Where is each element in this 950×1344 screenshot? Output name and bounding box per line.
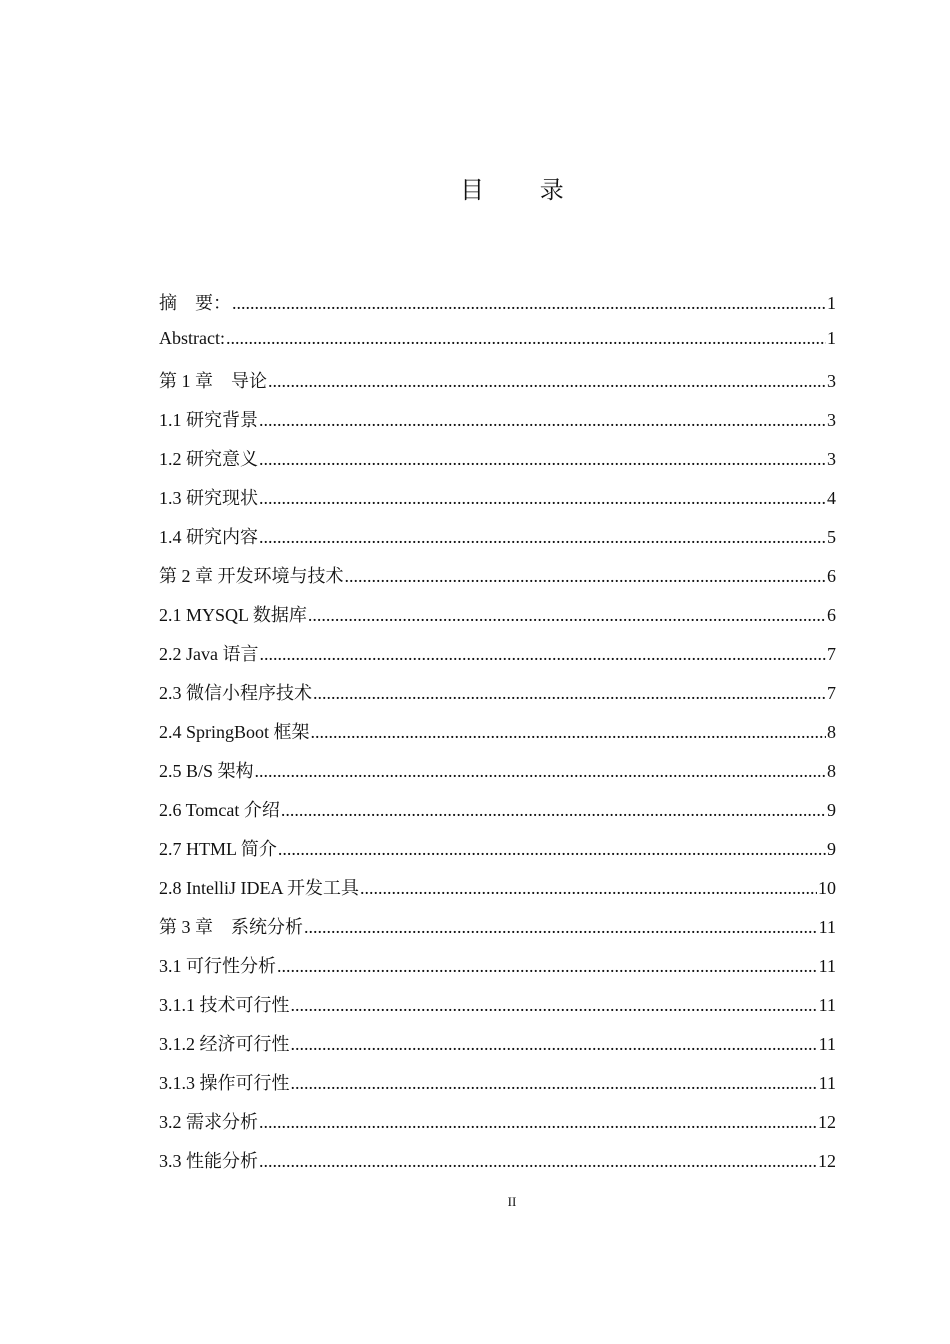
dot-leader bbox=[259, 1112, 817, 1133]
toc-entry-page: 7 bbox=[827, 644, 836, 664]
toc-entry-page: 5 bbox=[827, 527, 836, 547]
toc-entry-label: 3.1.1 技术可行性 bbox=[159, 995, 290, 1015]
toc-entry[interactable] bbox=[159, 796, 836, 835]
toc-entry-label: 2.8 IntelliJ IDEA 开发工具 bbox=[159, 878, 359, 898]
dot-leader bbox=[308, 605, 826, 626]
toc-entry-page: 11 bbox=[818, 1073, 836, 1093]
toc-entry-page: 1 bbox=[827, 328, 836, 348]
dot-leader bbox=[304, 917, 818, 938]
page-title: 目 录 bbox=[460, 176, 588, 204]
toc-entry-label: 1.2 研究意义 bbox=[159, 449, 258, 469]
toc-entry-page: 8 bbox=[827, 722, 836, 742]
dot-leader bbox=[259, 410, 826, 431]
dot-leader bbox=[259, 1151, 817, 1172]
toc-entry-label: 2.6 Tomcat 介绍 bbox=[159, 800, 280, 820]
dot-leader bbox=[313, 683, 826, 704]
table-of-contents bbox=[159, 289, 836, 1186]
toc-entry-label: 3.1.2 经济可行性 bbox=[159, 1034, 290, 1054]
toc-entry-page: 9 bbox=[827, 839, 836, 859]
toc-entry-label: 第 3 章 系统分析 bbox=[159, 917, 303, 937]
toc-entry[interactable] bbox=[159, 484, 836, 523]
toc-entry[interactable] bbox=[159, 1069, 836, 1108]
toc-entry-label: 3.1 可行性分析 bbox=[159, 956, 276, 976]
dot-leader bbox=[311, 722, 826, 743]
dot-leader bbox=[277, 956, 818, 977]
dot-leader bbox=[291, 995, 818, 1016]
toc-entry-page: 6 bbox=[827, 605, 836, 625]
toc-entry-page: 11 bbox=[818, 917, 836, 937]
toc-entry[interactable] bbox=[159, 991, 836, 1030]
toc-entry-page: 11 bbox=[818, 956, 836, 976]
toc-entry[interactable] bbox=[159, 835, 836, 874]
toc-entry-page: 10 bbox=[818, 878, 836, 898]
toc-entry-page: 3 bbox=[827, 371, 836, 391]
dot-leader bbox=[259, 644, 826, 665]
dot-leader bbox=[291, 1034, 818, 1055]
toc-entry-label: 摘 要： bbox=[159, 293, 231, 313]
toc-entry[interactable] bbox=[159, 328, 836, 367]
toc-entry[interactable] bbox=[159, 757, 836, 796]
toc-entry-page: 12 bbox=[818, 1112, 836, 1132]
dot-leader bbox=[278, 839, 826, 860]
toc-entry-page: 8 bbox=[827, 761, 836, 781]
toc-entry-page: 11 bbox=[818, 1034, 836, 1054]
toc-entry[interactable] bbox=[159, 952, 836, 991]
toc-entry-label: 3.2 需求分析 bbox=[159, 1112, 258, 1132]
toc-entry-label: 3.3 性能分析 bbox=[159, 1151, 258, 1171]
toc-entry[interactable] bbox=[159, 640, 836, 679]
toc-entry[interactable] bbox=[159, 874, 836, 913]
dot-leader bbox=[345, 566, 827, 587]
toc-entry[interactable] bbox=[159, 1147, 836, 1186]
toc-entry[interactable] bbox=[159, 445, 836, 484]
toc-entry-page: 4 bbox=[827, 488, 836, 508]
dot-leader bbox=[268, 371, 826, 392]
toc-entry[interactable] bbox=[159, 679, 836, 718]
toc-entry-page: 9 bbox=[827, 800, 836, 820]
toc-entry[interactable] bbox=[159, 523, 836, 562]
toc-entry[interactable] bbox=[159, 406, 836, 445]
toc-entry-page: 12 bbox=[818, 1151, 836, 1171]
toc-entry[interactable] bbox=[159, 718, 836, 757]
toc-entry-page: 7 bbox=[827, 683, 836, 703]
toc-entry-label: 3.1.3 操作可行性 bbox=[159, 1073, 290, 1093]
toc-entry[interactable] bbox=[159, 1108, 836, 1147]
toc-entry-label: 第 2 章 开发环境与技术 bbox=[159, 566, 344, 586]
toc-entry-label: 2.1 MYSQL 数据库 bbox=[159, 605, 307, 625]
toc-entry-label: 2.2 Java 语言 bbox=[159, 644, 259, 664]
toc-entry-label: 2.3 微信小程序技术 bbox=[159, 683, 312, 703]
dot-leader bbox=[255, 761, 826, 782]
toc-entry-page: 11 bbox=[818, 995, 836, 1015]
dot-leader bbox=[226, 328, 826, 349]
toc-entry-page: 1 bbox=[827, 293, 836, 313]
toc-entry[interactable] bbox=[159, 289, 836, 328]
toc-entry[interactable] bbox=[159, 601, 836, 640]
toc-entry-page: 6 bbox=[827, 566, 836, 586]
dot-leader bbox=[259, 488, 826, 509]
toc-entry-label: 1.3 研究现状 bbox=[159, 488, 258, 508]
dot-leader bbox=[259, 527, 826, 548]
toc-entry-page: 3 bbox=[827, 410, 836, 430]
dot-leader bbox=[291, 1073, 818, 1094]
toc-entry[interactable] bbox=[159, 367, 836, 406]
toc-entry[interactable] bbox=[159, 1030, 836, 1069]
toc-entry-label: 1.1 研究背景 bbox=[159, 410, 258, 430]
dot-leader bbox=[232, 293, 826, 314]
toc-entry-label: 1.4 研究内容 bbox=[159, 527, 258, 547]
dot-leader bbox=[360, 878, 817, 899]
toc-entry-page: 3 bbox=[827, 449, 836, 469]
dot-leader bbox=[259, 449, 826, 470]
toc-entry-label: 第 1 章 导论 bbox=[159, 371, 267, 391]
toc-entry[interactable] bbox=[159, 913, 836, 952]
toc-entry-label: 2.4 SpringBoot 框架 bbox=[159, 722, 310, 742]
toc-entry-label: 2.5 B/S 架构 bbox=[159, 761, 254, 781]
page-number: II bbox=[507, 1194, 517, 1209]
toc-entry[interactable] bbox=[159, 562, 836, 601]
toc-entry-label: Abstract: bbox=[159, 328, 225, 348]
dot-leader bbox=[281, 800, 826, 821]
toc-entry-label: 2.7 HTML 简介 bbox=[159, 839, 277, 859]
